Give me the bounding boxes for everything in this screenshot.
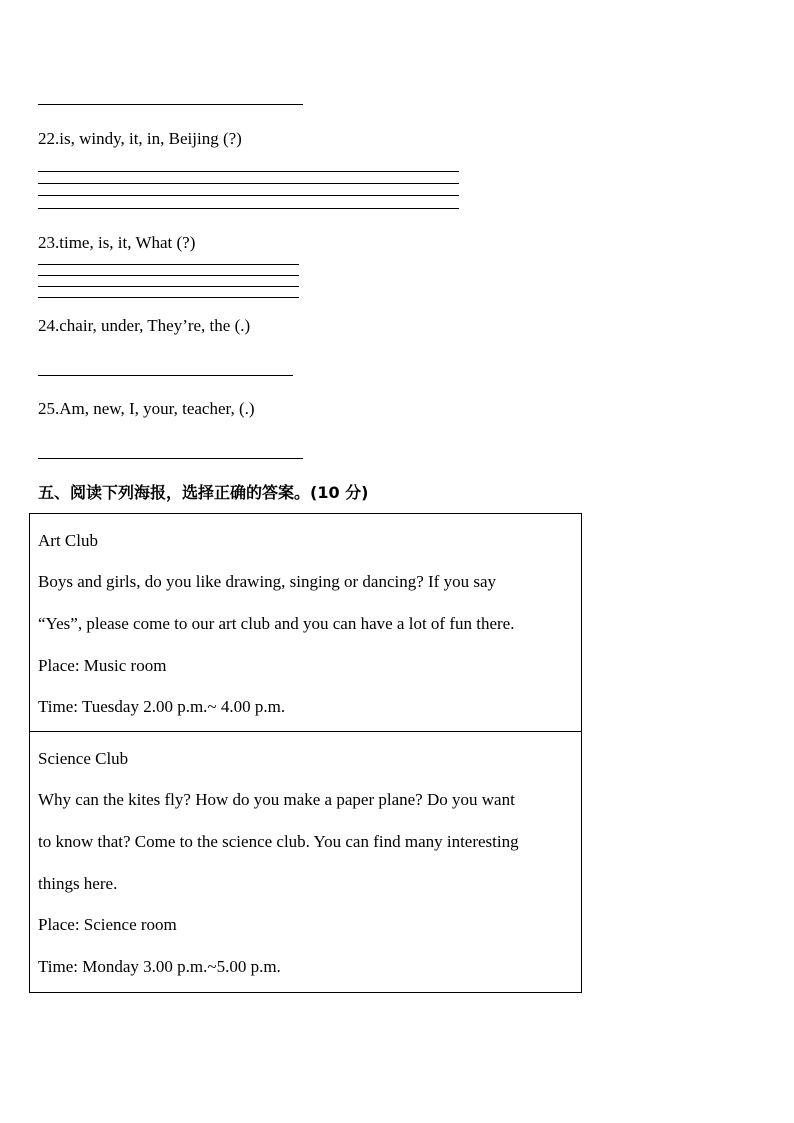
- answer-line[interactable]: [38, 264, 299, 265]
- poster-place: Place: Music room: [38, 656, 167, 675]
- poster-line: “Yes”, please come to our art club and you can have a lot of fun there.: [38, 614, 515, 633]
- poster-science-club: [29, 731, 582, 993]
- question-number: 24.: [38, 316, 60, 335]
- answer-line[interactable]: [38, 183, 459, 184]
- poster-art-club: [29, 513, 582, 732]
- question-23: [38, 233, 195, 253]
- section-heading: 五、阅读下列海报，选择正确的答案。(10 分): [38, 483, 369, 502]
- question-24: [38, 316, 250, 336]
- question-text: Am, new, I, your, teacher, (.): [59, 399, 255, 418]
- question-text: chair, under, They’re, the (.): [59, 316, 251, 335]
- answer-line[interactable]: [38, 458, 303, 459]
- poster-line: Boys and girls, do you like drawing, singing or dancing? If you say: [38, 572, 496, 591]
- poster-line: things here.: [38, 874, 118, 893]
- answer-line[interactable]: [38, 104, 303, 105]
- question-text: time, is, it, What (?): [59, 233, 196, 252]
- answer-line[interactable]: [38, 375, 293, 376]
- answer-line[interactable]: [38, 195, 459, 196]
- answer-line[interactable]: [38, 297, 299, 298]
- question-number: 22.: [38, 129, 60, 148]
- poster-line: Why can the kites fly? How do you make a paper plane? Do you want: [38, 790, 515, 809]
- poster-title: Science Club: [38, 749, 129, 768]
- question-22: [38, 129, 242, 149]
- question-text: is, windy, it, in, Beijing (?): [59, 129, 242, 148]
- question-number: 23.: [38, 233, 60, 252]
- question-25: [38, 399, 255, 419]
- question-number: 25.: [38, 399, 60, 418]
- poster-title: Art Club: [38, 531, 98, 550]
- poster-line: to know that? Come to the science club. You can find many interesting: [38, 832, 519, 851]
- poster-time: Time: Monday 3.00 p.m.~5.00 p.m.: [38, 957, 281, 976]
- poster-place: Place: Science room: [38, 915, 177, 934]
- answer-line[interactable]: [38, 286, 299, 287]
- answer-line[interactable]: [38, 171, 459, 172]
- answer-line[interactable]: [38, 208, 459, 209]
- poster-time: Time: Tuesday 2.00 p.m.~ 4.00 p.m.: [38, 697, 286, 716]
- answer-line[interactable]: [38, 275, 299, 276]
